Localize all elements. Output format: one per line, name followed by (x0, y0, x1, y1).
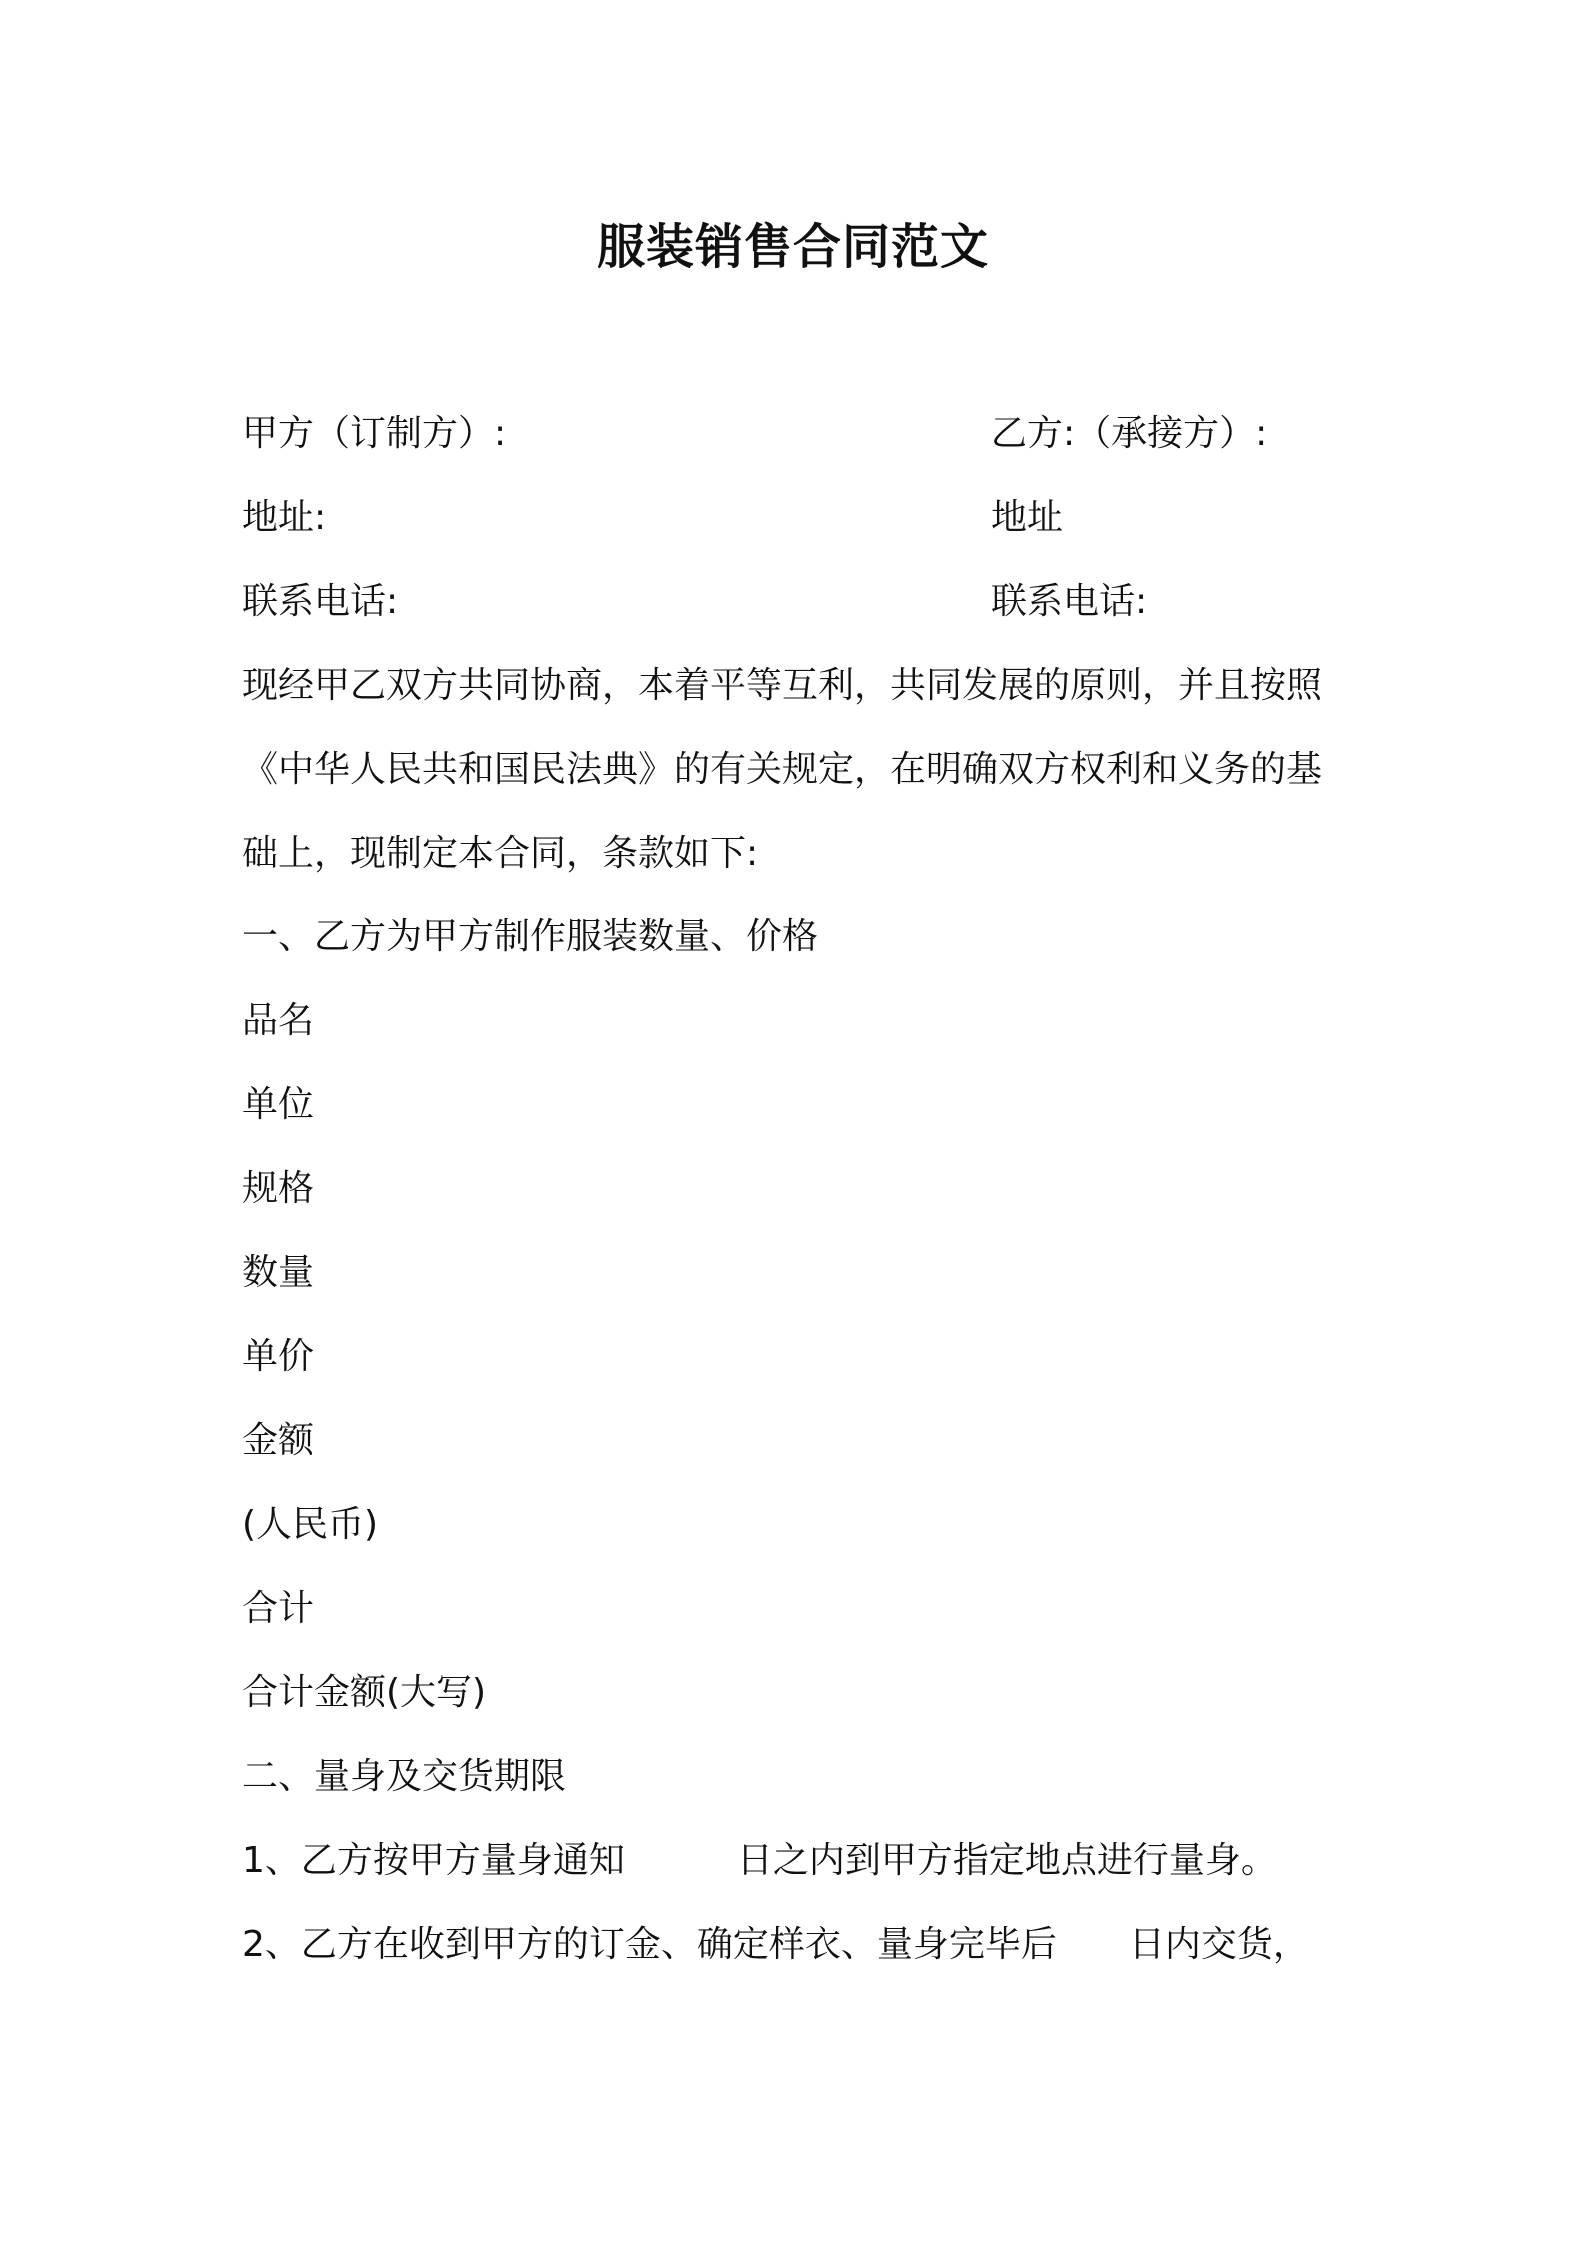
party-b-address-label: 地址 (991, 497, 1064, 538)
section-2-heading: 二、量身及交货期限 (242, 1756, 567, 1797)
field-specification: 规格 (242, 1168, 315, 1209)
field-total-amount-words: 合计金额(大写) (242, 1672, 487, 1713)
party-a-phone-label: 联系电话: (242, 581, 399, 622)
field-currency: (人民币) (242, 1504, 379, 1545)
item-1-text-after: 日之内到甲方指定地点进行量身。 (736, 1840, 1277, 1881)
intro-line-3: 础上，现制定本合同，条款如下: (242, 833, 759, 874)
party-a-address-label: 地址: (242, 497, 327, 538)
intro-line-1: 现经甲乙双方共同协商，本着平等互利，共同发展的原则，并且按照 (242, 665, 1323, 706)
field-total: 合计 (242, 1588, 315, 1629)
item-2-text-after: 日内交货， (1128, 1924, 1309, 1965)
party-a-label: 甲方（订制方）: (242, 413, 507, 454)
field-unit: 单位 (242, 1084, 315, 1125)
section-1-heading: 一、乙方为甲方制作服装数量、价格 (242, 916, 819, 957)
field-quantity: 数量 (242, 1252, 315, 1293)
item-1-text-before: 1、乙方按甲方量身通知 (242, 1840, 625, 1881)
intro-line-2: 《中华人民共和国民法典》的有关规定，在明确双方权利和义务的基 (242, 749, 1323, 790)
item-2-text-before: 2、乙方在收到甲方的订金、确定样衣、量身完毕后 (242, 1924, 1057, 1965)
party-b-label: 乙方:（承接方）: (991, 413, 1268, 454)
field-amount: 金额 (242, 1420, 315, 1461)
field-product-name: 品名 (242, 1000, 315, 1041)
field-unit-price: 单价 (242, 1336, 315, 1377)
document-title: 服装销售合同范文 (596, 219, 989, 275)
section-2-item-1 (242, 1836, 1277, 1886)
section-2-item-2 (242, 1920, 1309, 1970)
party-b-phone-label: 联系电话: (991, 581, 1148, 622)
